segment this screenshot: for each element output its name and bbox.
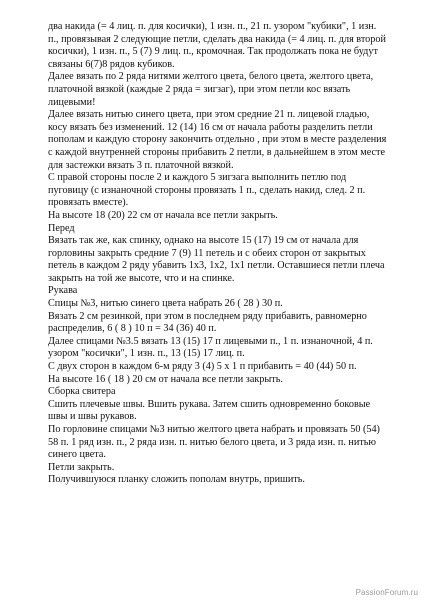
paragraph-blue-section: Далее вязать нитью синего цвета, при этом средние 21 п. лицевой гладью, косу вязать без изменений. 12 (14) 16 см от начала работы разделить петли пополам и каждую сторону закончить отдельно , при этом в месте разделения с каждой внутренней стороны прибавить 2 петли, в дальнейшем в этом месте для застежки вязать 3 п. платочной вязкой. — [48, 109, 387, 171]
paragraph-back-bind-off: На высоте 18 (20) 22 см от начала все петли закрыть. — [48, 209, 278, 221]
document-body — [48, 21, 388, 487]
paragraph-zigzag-stripes: Далее вязать по 2 ряда нитями желтого цвета, белого цвета, желтого цвета, платочной вязкой (каждые 2 ряда = зигзаг), при этом петли кос вязать лицевыми! — [48, 71, 374, 108]
heading-sleeves: Рукава — [48, 285, 78, 297]
paragraph-sleeves-bind-off: На высоте 16 ( 18 ) 20 см от начала все петли закрыть. — [48, 373, 283, 385]
paragraph-buttonholes: С правой стороны после 2 и каждого 5 зигзага выполнить петлю под пуговицу (с изнаночной стороны провязать 1 п., сделать накид, след. 2 п. провязать вместе). — [48, 172, 366, 209]
heading-front: Перед — [48, 222, 75, 234]
paragraph-sleeves-cast-on: Спицы №3, нитью синего цвета набрать 26 ( 28 ) 30 п. — [48, 298, 283, 310]
paragraph-neckline-band: По горловине спицами №3 нитью желтого цвета набрать и провязать 50 (54) 58 п. 1 ряд изн. п., 2 ряда изн. п. нитью белого цвета, и 3 ряда изн. п. нитью синего цвета. — [48, 424, 380, 461]
watermark-text: PassionForum.ru — [355, 588, 418, 597]
paragraph-front-neckline: Вязать так же, как спинку, однако на высоте 15 (17) 19 см от начала для горловины закрыть средние 7 (9) 11 петель и с обеих сторон от закрытых петель в каждом 2 ряду убавить 1х3, 1х2, 1х1 петли. Оставшиеся петли плеча закрыть на той же высоте, что и на спинке. — [48, 235, 385, 284]
heading-assembly: Сборка свитера — [48, 386, 116, 398]
paragraph-fold-band: Получившуюся планку сложить пополам внутрь, пришить. — [48, 474, 305, 486]
paragraph-bind-off: Петли закрыть. — [48, 461, 115, 473]
paragraph-sleeves-ribbing: Вязать 2 см резинкой, при этом в последнем ряду прибавить, равномерно распределив, 6 ( 8 ) 10 п = 34 (36) 40 п. — [48, 310, 367, 335]
paragraph-assembly-seams: Сшить плечевые швы. Вшить рукава. Затем сшить одновременно боковые швы и швы рукавов. — [48, 398, 371, 423]
paragraph-sleeves-increases: С двух сторон в каждом 6-м ряду 3 (4) 5 х 1 п прибавить = 40 (44) 50 п. — [48, 361, 357, 373]
paragraph-pattern-continuation: два накида (= 4 лиц. п. для косички), 1 изн. п., 21 п. узором "кубики", 1 изн. п., провязывая 2 следующие петли, сделать два накида (= 4 лиц. п. для второй косички), 1 изн. п., 5 (7) 9 лиц. п., кромочная. Так продолжать пока не будут связаны 6(7)8 рядов кубиков. — [48, 21, 386, 70]
paragraph-sleeves-pattern: Далее спицами №3.5 вязать 13 (15) 17 п лицевыми п., 1 п. изнаночной, 4 п. узором "косички", 1 изн. п., 13 (15) 17 лиц. п. — [48, 335, 373, 360]
